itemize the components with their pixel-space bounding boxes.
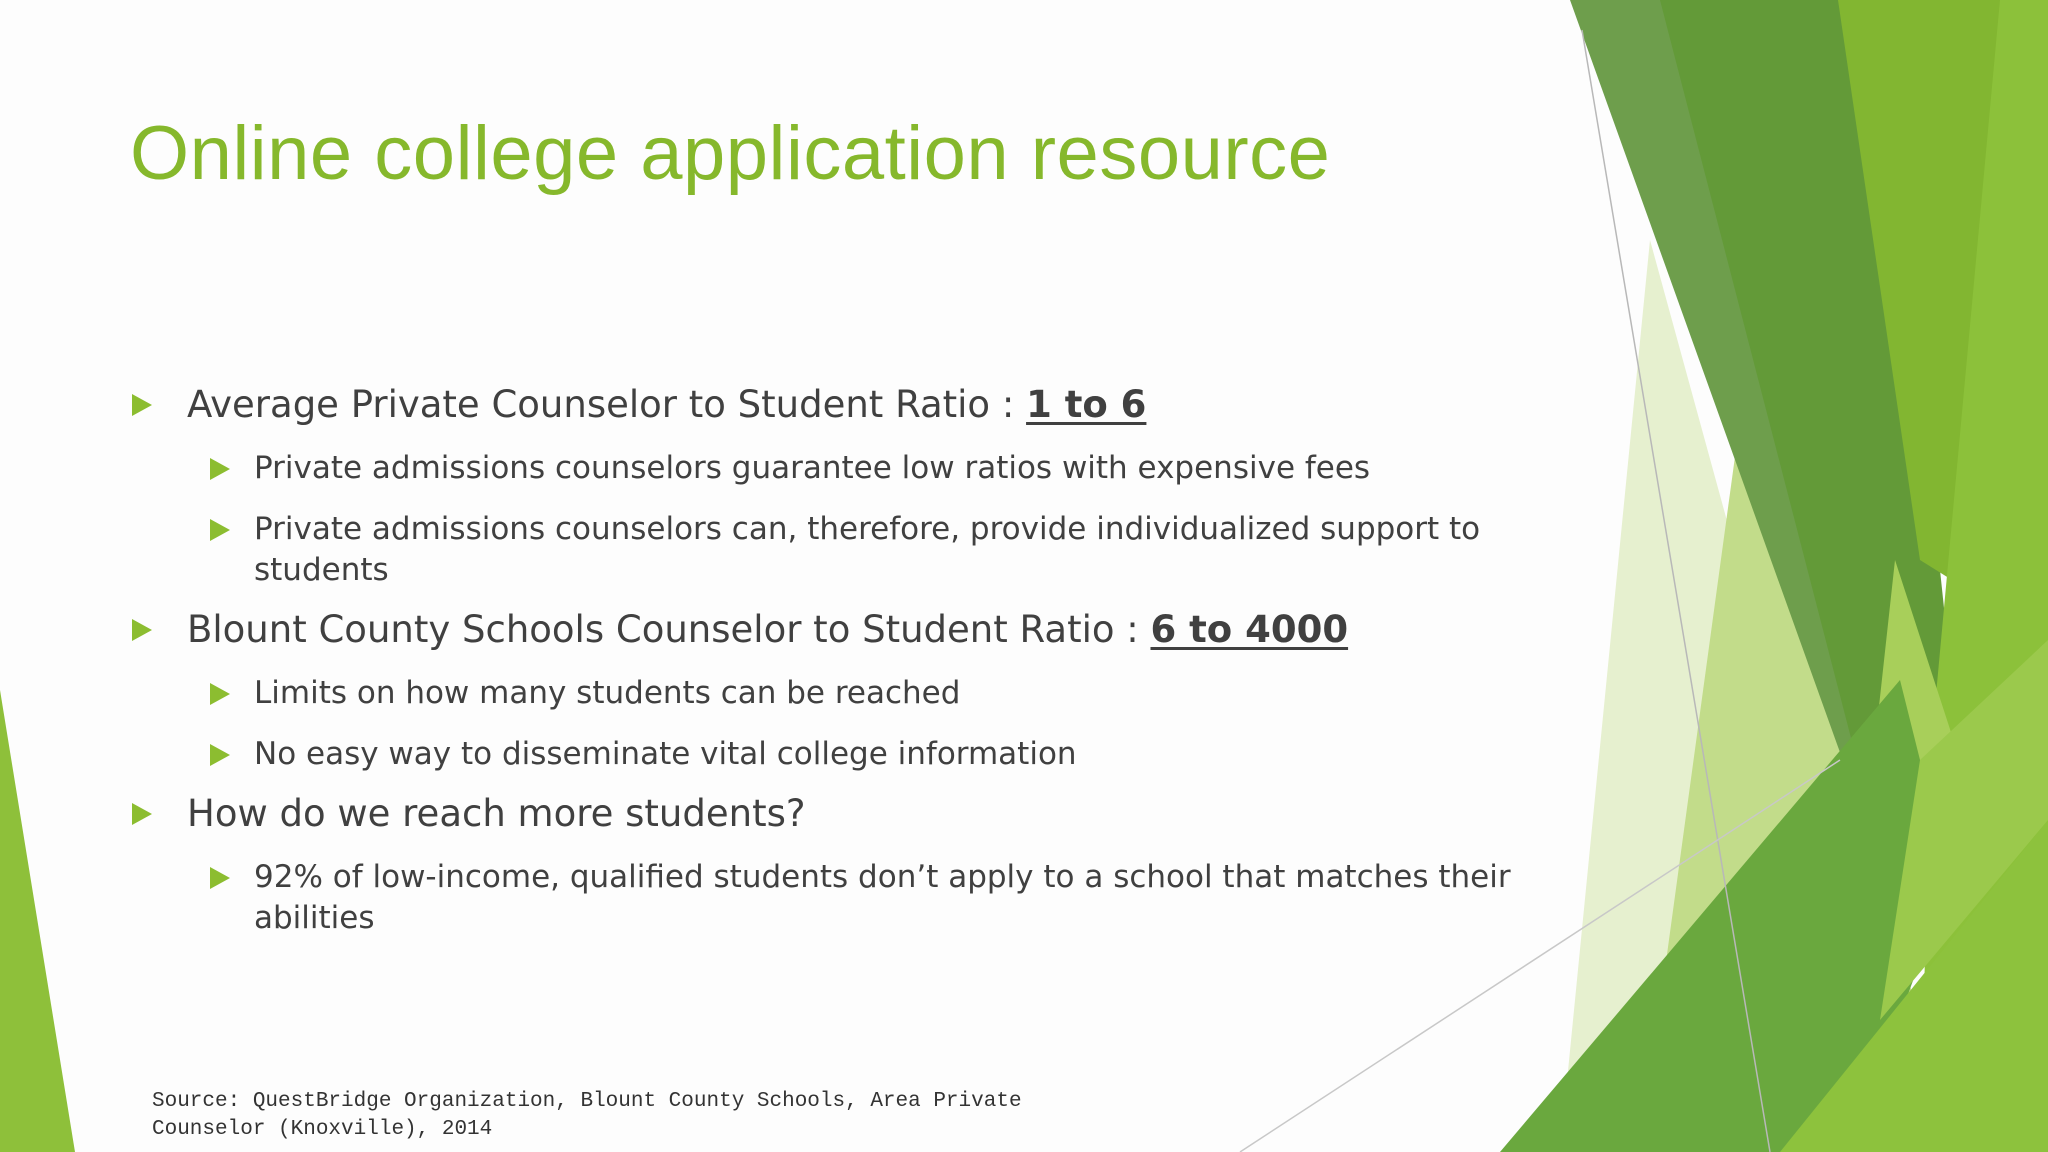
sub-bullet-text: Private admissions counselors guarantee low ratios with expensive fees [254, 450, 1371, 486]
sub-bullet-text: 92% of low-income, qualified students don’t apply to a school that matches their abilities [254, 859, 1511, 936]
sub-bullet [130, 673, 1560, 714]
left-green-shard [0, 690, 75, 1152]
bullet-arrow-icon [210, 519, 230, 541]
sub-bullet [130, 448, 1560, 489]
sub-bullet-text: Limits on how many students can be reached [254, 675, 961, 711]
sub-bullet-text: No easy way to disseminate vital college information [254, 736, 1077, 772]
bullet-arrow-icon [210, 867, 230, 889]
bullet-private-ratio [130, 382, 1560, 428]
slide-title: Online college application resource [130, 111, 1331, 196]
ratio-value: 1 to 6 [1026, 383, 1147, 426]
bullet-text: How do we reach more students? [187, 792, 806, 835]
bullet-text: Average Private Counselor to Student Ratio : [187, 383, 1027, 426]
sub-bullet [130, 734, 1560, 775]
bullet-text: Blount County Schools Counselor to Student Ratio : [187, 608, 1151, 651]
sub-bullet [130, 509, 1560, 591]
sub-bullet-text: Private admissions counselors can, therefore, provide individualized support to students [254, 511, 1481, 588]
sub-bullet [130, 857, 1560, 939]
bullet-arrow-icon [210, 458, 230, 480]
bullet-reach-question [130, 791, 1560, 837]
bullet-arrow-icon [132, 619, 152, 641]
bullet-arrow-icon [132, 394, 152, 416]
source-citation: Source: QuestBridge Organization, Blount County Schools, Area Private Counselor (Knoxville), 2014 [152, 1090, 1022, 1141]
bullet-arrow-icon [132, 803, 152, 825]
bullet-arrow-icon [210, 744, 230, 766]
bullet-arrow-icon [210, 683, 230, 705]
ratio-value: 6 to 4000 [1150, 608, 1349, 651]
bullet-list [130, 366, 1560, 939]
bullet-blount-ratio [130, 607, 1560, 653]
